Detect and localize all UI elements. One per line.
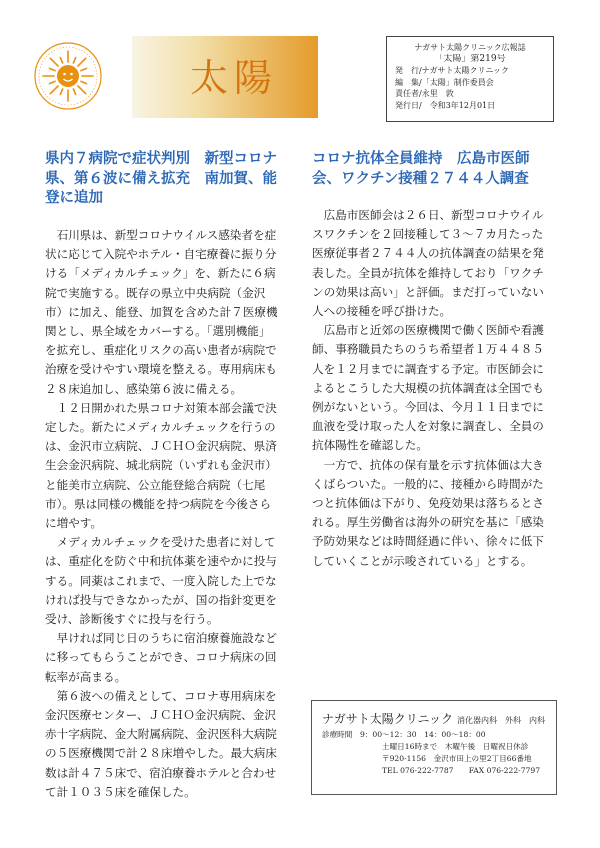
article-headline-hiroshima [312, 150, 552, 189]
article-paragraph: １２日開かれた県コロナ対策本部会議で決定した。新たにメディカルチェックを行うのは、金沢市立病院、ＪＣＨＯ金沢病院、県済生会金沢病院、城北病院（いずれも金沢市）と能美市立病院、公立能登総合病院（七尾市）。県は同様の機能を持つ病院を今後さらに増やす。 [45, 400, 277, 531]
masthead-issue: 「太陽」第219号 [434, 53, 506, 64]
clinic-address: 〒920-1156 金沢市田上の里2丁目66番地 [382, 754, 532, 763]
article-paragraph: 一方で、抗体の保有量を示す抗体価は大きくばらついた。一般的に、接種から時間がたつと抗体価は下がり、免疫効果は落ちるとされる。厚生労働省は海外の研究を基に「感染予防効果などは時間経過に伴い、徐々に低下していくことが示唆されている」とする。 [312, 457, 544, 568]
article-paragraph: 広島市と近郊の医療機関で働く医師や看護師、事務職員たちのうち希望者１万４４８５人を１２月までに調査する予定。市医師会によるとこうした大規模の抗体調査は全国でも例がないという。今回は、今月１１日までに血液を受け取った人を対象に調査し、全員の抗体陽性を確認した。 [312, 323, 544, 453]
sun-ray [50, 86, 58, 94]
clinic-name: ナガサト太陽クリニック [322, 712, 454, 726]
masthead-box [386, 36, 554, 122]
sun-ray [60, 89, 62, 95]
clinic-name-row [322, 710, 546, 727]
sun-ray [50, 81, 56, 83]
article-paragraph: 早ければ同じ日のうちに宿泊療養施設などに移ってもらうことができ、コロナ病床の回転率が高まる。 [45, 631, 277, 684]
clinic-hours: 9：00～12：30 14：00～18：00 [359, 730, 486, 739]
newsletter-title: 太陽 [190, 56, 279, 100]
clinic-days-note: 土曜日16時まで 木曜午後 日曜祝日休診 [382, 742, 529, 751]
clinic-hours-label: 診療時間 [322, 730, 353, 739]
clinic-info-box [311, 700, 557, 795]
masthead-publisher: ナガサト太陽クリニック広報誌 [414, 43, 526, 52]
sun-logo-icon [30, 38, 106, 114]
headline-line: 登に追加 [45, 190, 103, 206]
masthead-issuer: 発 行/ナガサト太陽クリニック [395, 66, 510, 75]
sun-ray [81, 68, 87, 70]
article-paragraph: メディカルチェックを受けた患者に対しては、重症化を防ぐ中和抗体薬を速やかに投与する。同薬はこれまで、一度入院した上でなければ投与できなかったが、国の指針変更を受け、診断後すぐに投与を行う。 [45, 535, 277, 627]
article-paragraph: 石川県は、新型コロナウイルス感染者を症状に応じて入院やホテル・自宅療養に振り分ける「メディカルチェック」を、新たに６病院で実施する。既存の県立中央病院（金沢市）に加え、能登、加賀を含めた計７医療機関とし、県全域をカバーする。「選別機能」を拡充し、重症化リスクの高い患者が病院で治療を受けやすい環境を整える。専用病床も２８床追加し、感染第６波に備える。 [45, 228, 278, 396]
sun-ray [73, 89, 75, 95]
article-paragraph: 広島市医師会は２６日、新型コロナウイルスワクチンを２回接種して３～７カ月たった医療従事者２７４４人の抗体調査の結果を発表した。全員が抗体を維持しており「ワクチンの効果は高い」と評価。まだ打っていない人への接種を呼び掛けた。 [312, 208, 544, 319]
clinic-hours-row [322, 729, 546, 741]
article-body-ishikawa [45, 226, 279, 802]
sun-ray [81, 81, 87, 83]
article-body-hiroshima [312, 206, 546, 571]
clinic-contact: TEL 076-222-7787 FAX 076-222-7797 [382, 766, 541, 775]
clinic-departments: 消化器内科 外科 内科 [457, 716, 546, 725]
sun-ray [73, 58, 75, 64]
sun-ray [50, 68, 56, 70]
masthead-date: 発行日/ 令和3年12月01日 [395, 100, 496, 110]
sun-ray [50, 58, 58, 66]
sun-ray [60, 58, 62, 64]
headline-line: 県、第６波に備え拡充 南加賀、能 [45, 170, 277, 187]
sun-ray [78, 58, 86, 66]
article-paragraph: 第６波への備えとして、コロナ専用病床を金沢医療センター、ＪＣＨＯ金沢病院、金沢赤十字病院、金大附属病院、金沢医科大病院の５医療機関で計２８床増やした。最大病床数は計４７５床で、宿泊療養ホテルと合わせて計１０３５床を確保した。 [45, 688, 277, 799]
sun-ray [78, 86, 86, 94]
masthead-editor: 編 集/「太陽」制作委員会 [395, 77, 494, 87]
headline-line: 会、ワクチン接種２７４４人調査 [312, 170, 529, 187]
headline-line: 県内７病院で症状判別 新型コロナ [45, 151, 277, 167]
headline-line: コロナ抗体全員維持 広島市医師 [312, 151, 530, 167]
masthead-responsible: 責任者/永里 敦 [395, 89, 454, 98]
article-headline-ishikawa [45, 150, 285, 209]
